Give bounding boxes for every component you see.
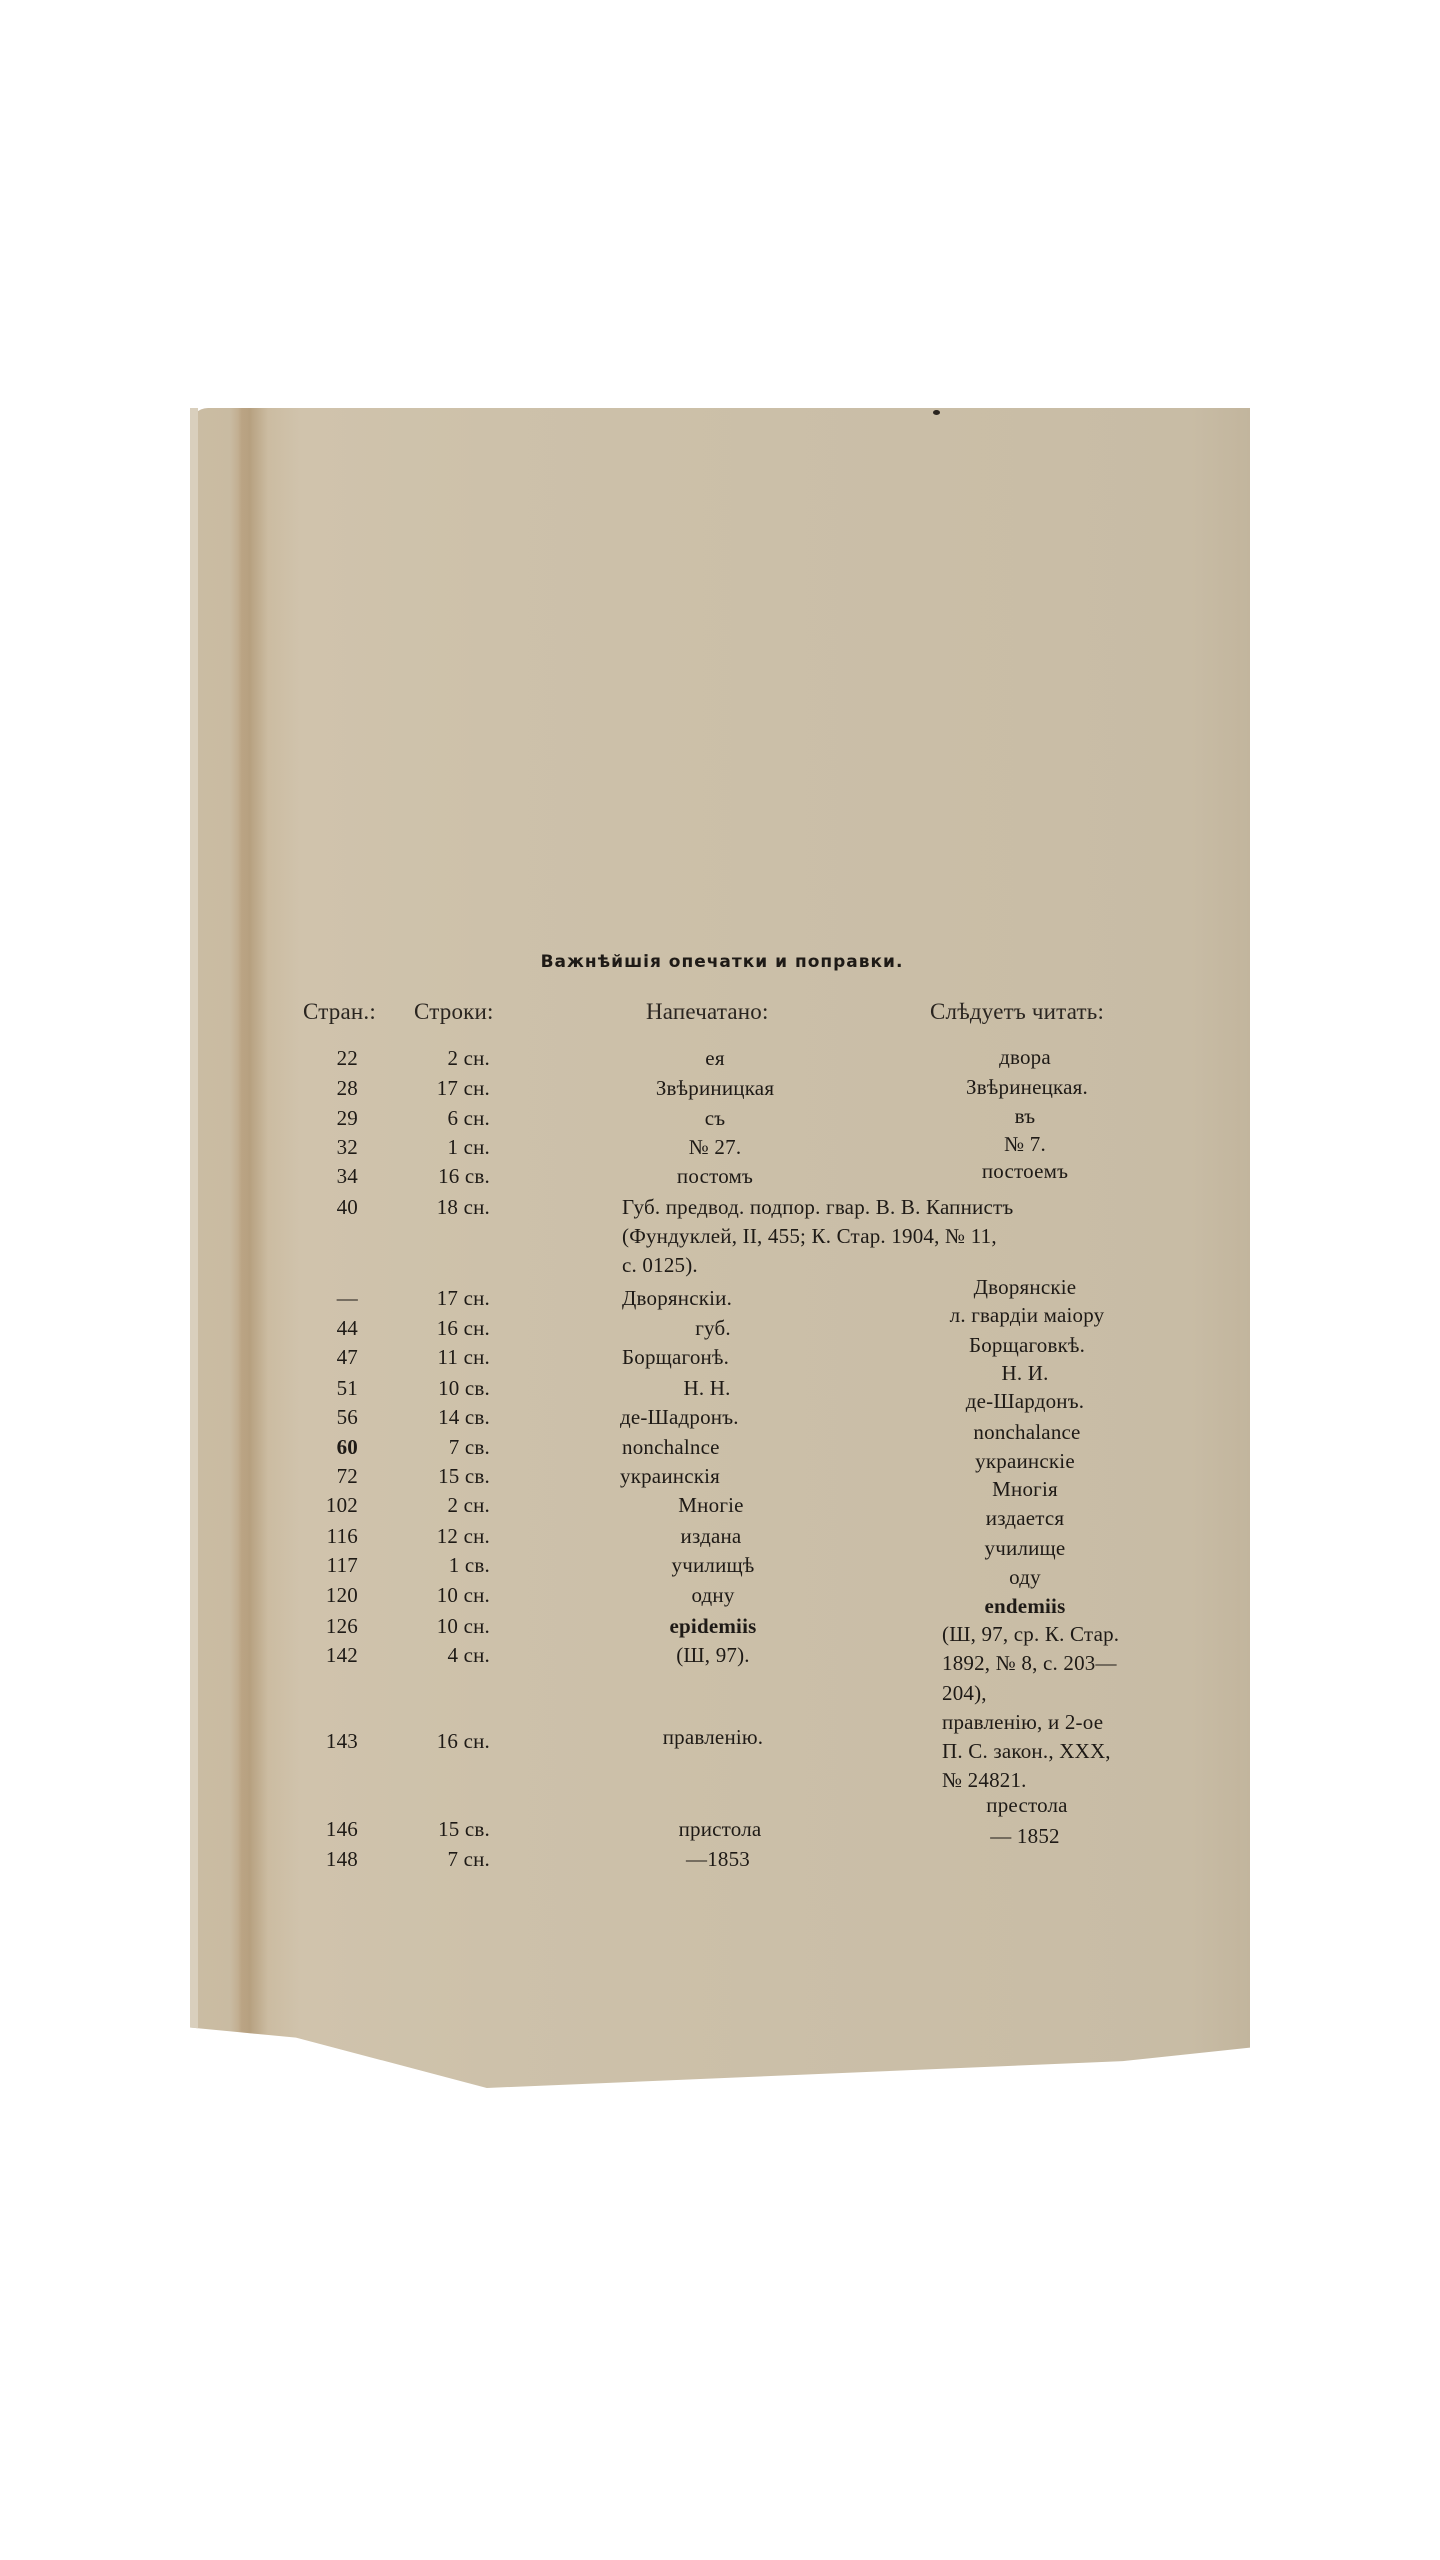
line-ref: 16 сн. bbox=[436, 1729, 490, 1753]
printed-text: Дворянскіи. bbox=[622, 1286, 733, 1310]
line-ref: 17 сн. bbox=[436, 1286, 490, 1310]
printed-text: губ. bbox=[695, 1316, 731, 1340]
printed-text: ея bbox=[705, 1046, 725, 1070]
printed-text-multiline: с. 0125). bbox=[622, 1253, 698, 1277]
line-ref: 4 сн. bbox=[447, 1643, 490, 1667]
correction-text: л. гвардіи маіору bbox=[949, 1303, 1105, 1327]
page-number: 51 bbox=[336, 1376, 358, 1400]
page-number: 117 bbox=[326, 1553, 358, 1577]
correction-text-multiline: (Ш, 97, ср. К. Стар. bbox=[942, 1622, 1120, 1646]
line-ref: 15 св. bbox=[438, 1464, 490, 1488]
correction-text: въ bbox=[1014, 1104, 1036, 1128]
page-number: 120 bbox=[325, 1583, 358, 1607]
line-ref: 2 сн. bbox=[447, 1046, 490, 1070]
page-number: — bbox=[336, 1286, 358, 1310]
printed-text: одну bbox=[691, 1583, 735, 1607]
line-ref: 16 сн. bbox=[436, 1316, 490, 1340]
header-line: Строки: bbox=[414, 999, 494, 1024]
page-number: 60 bbox=[336, 1435, 358, 1459]
printed-text: училищѣ bbox=[671, 1553, 755, 1577]
line-ref: 7 св. bbox=[448, 1435, 490, 1459]
correction-text: endemiis bbox=[984, 1594, 1066, 1618]
correction-text-multiline: № 24821. bbox=[942, 1768, 1027, 1792]
page-number: 34 bbox=[336, 1164, 358, 1188]
header-printed: Напечатано: bbox=[646, 999, 769, 1024]
line-ref: 1 св. bbox=[448, 1553, 490, 1577]
page-number: 47 bbox=[336, 1345, 358, 1369]
correction-text: — 1852 bbox=[990, 1824, 1060, 1848]
correction-text: постоемъ bbox=[981, 1159, 1069, 1183]
page-number: 28 bbox=[336, 1076, 358, 1100]
correction-text: Многія bbox=[992, 1477, 1058, 1501]
gutter-stain bbox=[238, 408, 268, 2088]
printed-text: epidemiis bbox=[669, 1614, 757, 1638]
correction-text: Дворянскіе bbox=[973, 1275, 1077, 1299]
page-number: 148 bbox=[325, 1847, 358, 1871]
printed-text: (Ш, 97). bbox=[676, 1643, 750, 1667]
line-ref: 6 сн. bbox=[447, 1106, 490, 1130]
page-number: 44 bbox=[336, 1316, 358, 1340]
printed-text: постомъ bbox=[676, 1164, 754, 1188]
correction-text: оду bbox=[1009, 1565, 1041, 1589]
correction-text: № 7. bbox=[1004, 1132, 1046, 1156]
page-title: Важнѣйшія опечатки и поправки. bbox=[540, 952, 904, 972]
page-number: 56 bbox=[336, 1405, 358, 1429]
page-number: 22 bbox=[336, 1046, 358, 1070]
page-number: 72 bbox=[336, 1464, 358, 1488]
page-number: 32 bbox=[336, 1135, 358, 1159]
line-ref: 12 сн. bbox=[436, 1524, 490, 1548]
printed-text: Борщагонѣ. bbox=[622, 1345, 730, 1369]
correction-text: двора bbox=[999, 1045, 1051, 1069]
line-ref: 17 сн. bbox=[436, 1076, 490, 1100]
correction-text-multiline: П. С. закон., XXX, bbox=[942, 1739, 1111, 1763]
page-number: 102 bbox=[325, 1493, 358, 1517]
correction-text: училище bbox=[984, 1536, 1066, 1560]
page-number: 40 bbox=[336, 1195, 358, 1219]
header-should-read: Слѣдуетъ читать: bbox=[930, 999, 1105, 1024]
printed-text: Звѣриницкая bbox=[655, 1076, 775, 1100]
line-ref: 1 сн. bbox=[447, 1135, 490, 1159]
line-ref: 16 св. bbox=[438, 1164, 490, 1188]
page-number: 116 bbox=[326, 1524, 358, 1548]
page-number: 143 bbox=[325, 1729, 358, 1753]
printed-text: nonchalnce bbox=[622, 1435, 720, 1459]
correction-text: издается bbox=[985, 1506, 1065, 1530]
correction-text: Борщаговкѣ. bbox=[968, 1333, 1086, 1357]
correction-text: престола bbox=[986, 1793, 1068, 1817]
line-ref: 10 сн. bbox=[436, 1614, 490, 1638]
page-number: 146 bbox=[325, 1817, 358, 1841]
printed-text: № 27. bbox=[688, 1135, 742, 1159]
printed-text: Многіе bbox=[678, 1493, 744, 1517]
line-ref: 2 сн. bbox=[447, 1493, 490, 1517]
correction-text: nonchalance bbox=[973, 1420, 1081, 1444]
printed-text: пристола bbox=[678, 1817, 762, 1841]
correction-text: Звѣринецкая. bbox=[966, 1075, 1088, 1099]
line-ref: 18 сн. bbox=[436, 1195, 490, 1219]
page-number: 142 bbox=[325, 1643, 358, 1667]
line-ref: 11 сн. bbox=[437, 1345, 490, 1369]
printed-text: украинскія bbox=[620, 1464, 721, 1488]
correction-text: украинскіе bbox=[975, 1449, 1075, 1473]
printed-text: —1853 bbox=[686, 1847, 750, 1871]
correction-text-multiline: 1892, № 8, с. 203— bbox=[942, 1651, 1117, 1675]
page-number: 126 bbox=[325, 1614, 358, 1638]
printed-text: де-Шадронъ. bbox=[620, 1405, 739, 1429]
printed-text: съ bbox=[704, 1106, 726, 1130]
page-spine-edge bbox=[190, 408, 198, 2088]
page-number: 29 bbox=[336, 1106, 358, 1130]
header-page: Стран.: bbox=[303, 999, 376, 1024]
printed-text-multiline: Губ. предвод. подпор. гвар. В. В. Капнистъ bbox=[622, 1195, 1014, 1219]
printed-text-multiline: (Фундуклей, II, 455; К. Стар. 1904, № 11, bbox=[622, 1224, 997, 1248]
printed-text: Н. Н. bbox=[683, 1376, 731, 1400]
line-ref: 10 св. bbox=[438, 1376, 490, 1400]
printed-text: правленію. bbox=[662, 1725, 764, 1749]
ink-spot bbox=[933, 410, 940, 415]
correction-text: де-Шардонъ. bbox=[965, 1389, 1085, 1413]
line-ref: 14 св. bbox=[438, 1405, 490, 1429]
line-ref: 10 сн. bbox=[436, 1583, 490, 1607]
correction-text-multiline: 204), bbox=[942, 1681, 987, 1705]
line-ref: 7 сн. bbox=[447, 1847, 490, 1871]
correction-text: Н. И. bbox=[1001, 1361, 1049, 1385]
correction-text-multiline: правленію, и 2-ое bbox=[942, 1710, 1104, 1734]
printed-text: издана bbox=[680, 1524, 742, 1548]
line-ref: 15 св. bbox=[438, 1817, 490, 1841]
